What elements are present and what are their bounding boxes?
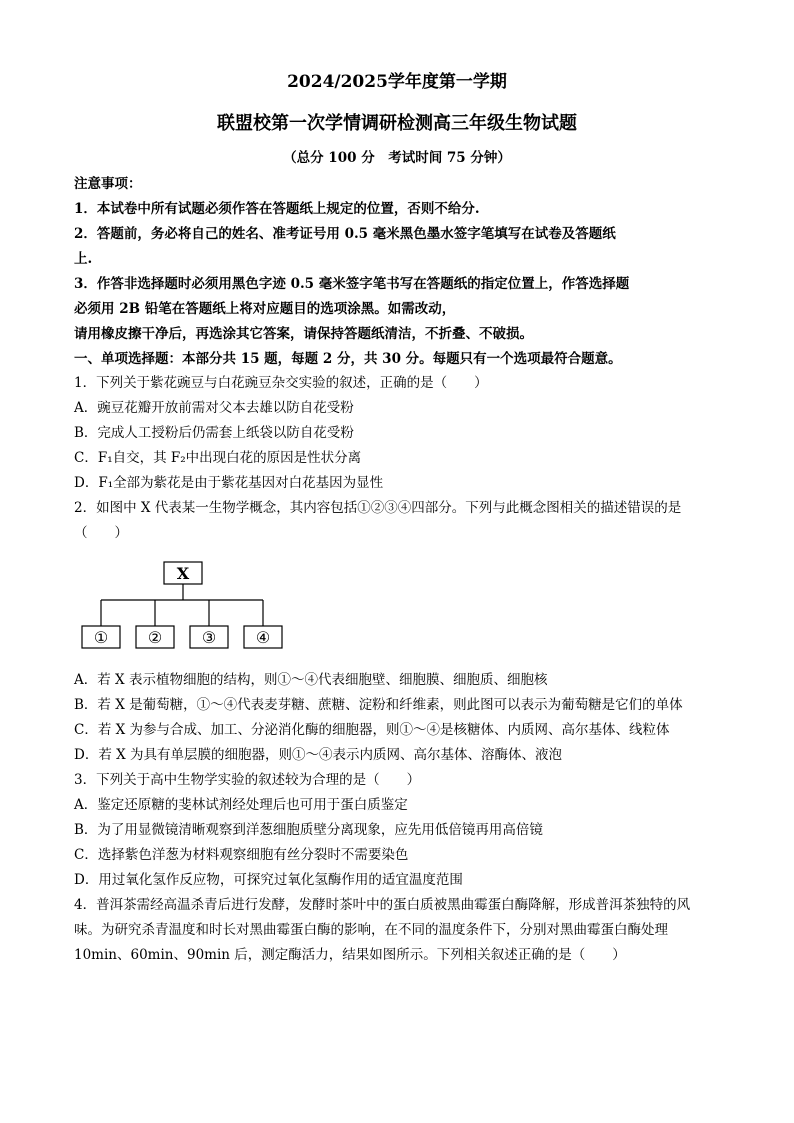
concept-diagram xyxy=(80,560,300,652)
exam-title: 联盟校第一次学情调研检测高三年级生物试题 xyxy=(217,113,577,134)
question-2-stem-cont: （ ） xyxy=(74,525,128,541)
exam-meta: （总分 100 分 考试时间 75 分钟） xyxy=(283,150,511,166)
question-1-option-c: C．F₁自交，其 F₂中出现白花的原因是性状分离 xyxy=(74,450,362,466)
question-2-option-d: D．若 X 为具有单层膜的细胞器，则①～④表示内质网、高尔基体、溶酶体、液泡 xyxy=(74,747,563,763)
exam-year: 2024/2025学年度第一学期 xyxy=(287,72,507,92)
note-line: 请用橡皮擦干净后，再选涂其它答案，请保持答题纸清洁，不折叠、不破损。 xyxy=(74,326,533,342)
diagram-child-label: ④ xyxy=(255,628,271,647)
question-2-option-b: B．若 X 是葡萄糖，①～④代表麦芽糖、蔗糖、淀粉和纤维素，则此图可以表示为葡萄糖是它们的单体 xyxy=(74,697,683,713)
note-line: 2．答题前，务必将自己的姓名、准考证号用 0.5 毫米黑色墨水签字笔填写在试卷及答题纸 xyxy=(74,226,616,242)
question-2-option-c: C．若 X 为参与合成、加工、分泌消化酶的细胞器，则①～④是核糖体、内质网、高尔基体、线粒体 xyxy=(74,722,670,738)
note-line: 上. xyxy=(74,251,93,267)
diagram-root-label: X xyxy=(176,564,190,583)
question-1-option-d: D．F₁全部为紫花是由于紫花基因对白花基因为显性 xyxy=(74,475,384,491)
question-3-stem: 3．下列关于高中生物学实验的叙述较为合理的是（ ） xyxy=(74,772,421,788)
section-heading: 一、单项选择题：本部分共 15 题，每题 2 分，共 30 分。每题只有一个选项最符合题意。 xyxy=(74,351,622,367)
notes-heading: 注意事项： xyxy=(74,176,142,192)
question-1-stem: 1．下列关于紫花豌豆与白花豌豆杂交实验的叙述，正确的是（ ） xyxy=(74,375,488,391)
question-3-option-b: B．为了用显微镜清晰观察到洋葱细胞质壁分离现象，应先用低倍镜再用高倍镜 xyxy=(74,822,543,838)
question-3-option-a: A．鉴定还原糖的斐林试剂经处理后也可用于蛋白质鉴定 xyxy=(74,797,408,813)
question-4-stem: 4．普洱茶需经高温杀青后进行发酵，发酵时茶叶中的蛋白质被黑曲霉蛋白酶降解，形成普洱茶独特的风 xyxy=(74,897,691,913)
question-2-stem: 2．如图中 X 代表某一生物学概念，其内容包括①②③④四部分。下列与此概念图相关的描述错误的是 xyxy=(74,500,682,516)
note-line: 1．本试卷中所有试题必须作答在答题纸上规定的位置，否则不给分. xyxy=(74,201,480,217)
note-line: 3．作答非选择题时必须用黑色字迹 0.5 毫米签字笔书写在答题纸的指定位置上，作答选择题 xyxy=(74,276,630,292)
note-line: 必须用 2B 铅笔在答题纸上将对应题目的选项涂黑。如需改动， xyxy=(74,301,456,317)
question-4-stem-cont: 味。为研究杀青温度和时长对黑曲霉蛋白酶的影响，在不同的温度条件下，分别对黑曲霉蛋白酶处理 xyxy=(74,922,668,938)
question-1-option-b: B．完成人工授粉后仍需套上纸袋以防自花受粉 xyxy=(74,425,354,441)
diagram-child-label: ② xyxy=(147,628,163,647)
question-1-option-a: A．豌豆花瓣开放前需对父本去雄以防自花受粉 xyxy=(74,400,354,416)
question-4-stem-cont: 10min、60min、90min 后，测定酶活力，结果如图所示。下列相关叙述正确的是（ ） xyxy=(74,947,626,963)
question-3-option-c: C．选择紫色洋葱为材料观察细胞有丝分裂时不需要染色 xyxy=(74,847,409,863)
diagram-child-label: ① xyxy=(93,628,109,647)
question-3-option-d: D．用过氧化氢作反应物，可探究过氧化氢酶作用的适宜温度范围 xyxy=(74,872,463,888)
diagram-child-label: ③ xyxy=(201,628,217,647)
question-2-option-a: A．若 X 表示植物细胞的结构，则①～④代表细胞壁、细胞膜、细胞质、细胞核 xyxy=(74,672,548,688)
